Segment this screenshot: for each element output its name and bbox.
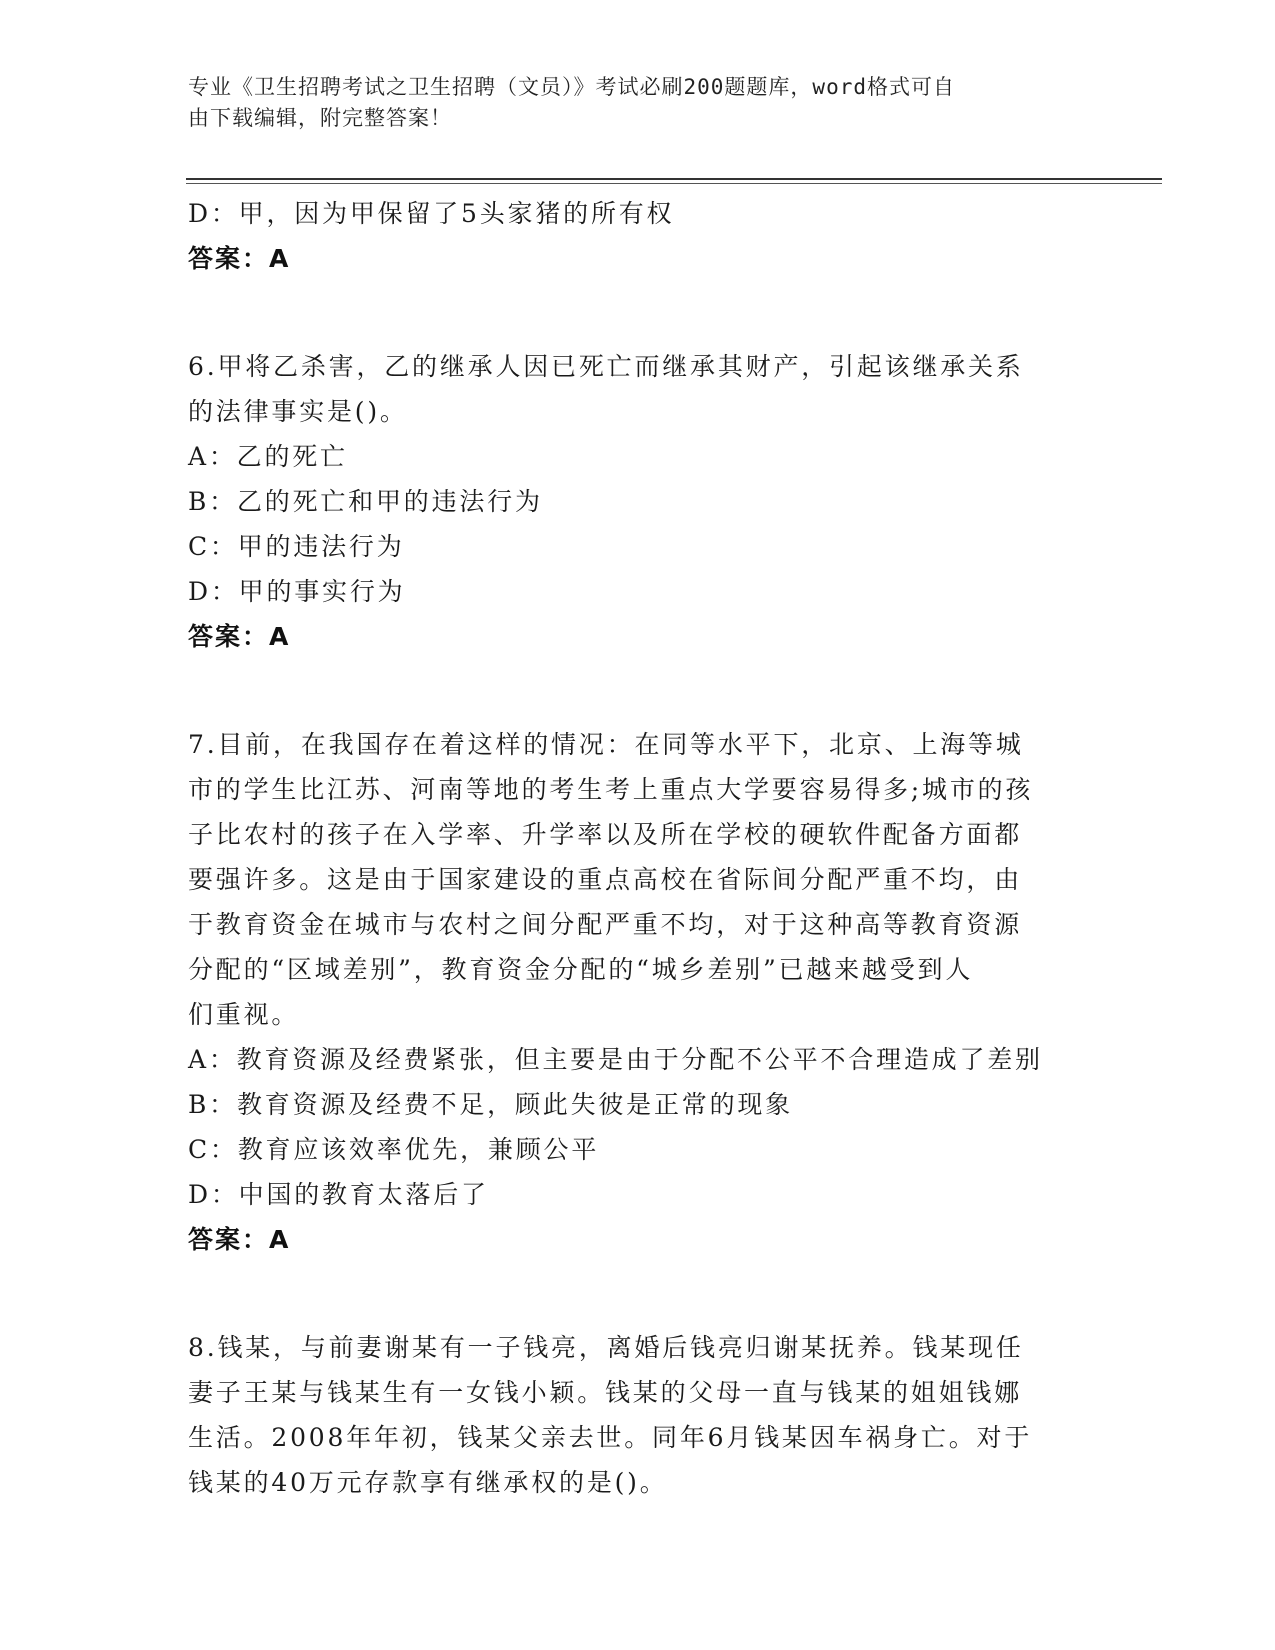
question-text: 钱某的40万元存款享有继承权的是()。: [188, 1468, 668, 1497]
question-8: [188, 1325, 1088, 1505]
answer-line: 答案：A: [188, 622, 291, 651]
header-divider: [186, 178, 1162, 180]
option-a: A：教育资源及经费紧张，但主要是由于分配不公平不合理造成了差别: [188, 1045, 1043, 1074]
page-header: [188, 72, 1088, 134]
question-5-tail: [188, 191, 1088, 282]
header-divider-thin: [186, 183, 1162, 184]
question-7: [188, 722, 1088, 1263]
question-text: 们重视。: [188, 1000, 300, 1029]
answer-line: 答案：A: [188, 1225, 291, 1254]
header-line: 由下载编辑，附完整答案！: [188, 106, 452, 130]
option-a: A：乙的死亡: [188, 442, 348, 471]
question-text: 要强许多。这是由于国家建设的重点高校在省际间分配严重不均，由: [188, 865, 1023, 894]
question-text: 8.钱某，与前妻谢某有一子钱亮，离婚后钱亮归谢某抚养。钱某现任: [188, 1333, 1024, 1362]
question-text: 妻子王某与钱某生有一女钱小颖。钱某的父母一直与钱某的姐姐钱娜: [188, 1378, 1023, 1407]
option-c: C：教育应该效率优先，兼顾公平: [188, 1135, 600, 1164]
question-text: 子比农村的孩子在入学率、升学率以及所在学校的硬软件配备方面都: [188, 820, 1023, 849]
answer-line: 答案：A: [188, 244, 291, 273]
option-d: D：甲的事实行为: [188, 577, 406, 606]
question-text: 市的学生比江苏、河南等地的考生考上重点大学要容易得多;城市的孩: [188, 775, 1034, 804]
question-text: 于教育资金在城市与农村之间分配严重不均，对于这种高等教育资源: [188, 910, 1023, 939]
header-line: 专业《卫生招聘考试之卫生招聘（文员）》考试必刷200题题库，word格式可自: [188, 75, 955, 99]
question-text: 6.甲将乙杀害，乙的继承人因已死亡而继承其财产，引起该继承关系: [188, 352, 1024, 381]
question-content: [188, 191, 1088, 1505]
question-text: 的法律事实是()。: [188, 397, 408, 426]
question-6: [188, 344, 1088, 660]
option-c: C：甲的违法行为: [188, 532, 405, 561]
option-d: D：中国的教育太落后了: [188, 1180, 489, 1209]
option-d: D：甲，因为甲保留了5头家猪的所有权: [188, 199, 675, 228]
question-text: 生活。2008年年初，钱某父亲去世。同年6月钱某因车祸身亡。对于: [188, 1423, 1033, 1452]
question-text: 分配的“区域差别”，教育资金分配的“城乡差别”已越来越受到人: [188, 955, 974, 984]
option-b: B：乙的死亡和甲的违法行为: [188, 487, 543, 516]
option-b: B：教育资源及经费不足，顾此失彼是正常的现象: [188, 1090, 793, 1119]
question-text: 7.目前，在我国存在着这样的情况：在同等水平下，北京、上海等城: [188, 730, 1024, 759]
